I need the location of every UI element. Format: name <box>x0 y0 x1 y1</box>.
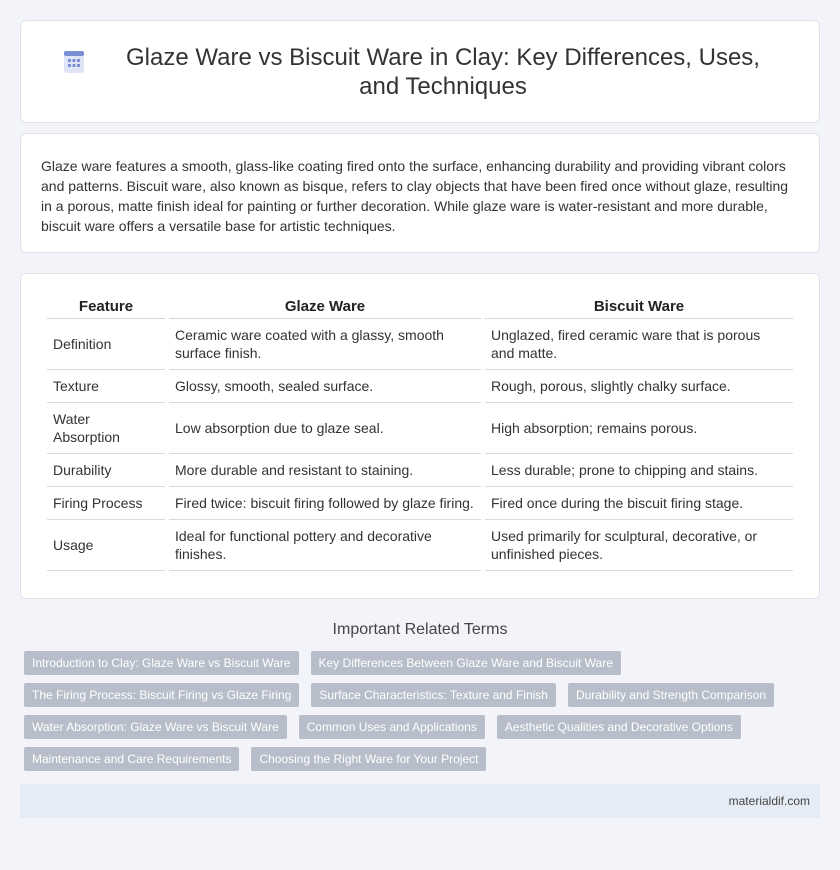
row-glaze-ware: Glossy, smooth, sealed surface. <box>169 370 481 403</box>
table-row <box>47 520 793 571</box>
row-glaze-ware: Ideal for functional pottery and decorative finishes. <box>169 520 481 571</box>
header-feature: Feature <box>47 296 165 319</box>
row-feature: Texture <box>47 370 165 403</box>
table-row <box>47 487 793 520</box>
related-term-link[interactable]: Aesthetic Qualities and Decorative Options <box>497 715 741 739</box>
related-term-link[interactable]: Choosing the Right Ware for Your Project <box>251 747 486 771</box>
table-header-row <box>47 296 793 319</box>
row-feature: Definition <box>47 319 165 370</box>
related-term-link[interactable]: Key Differences Between Glaze Ware and Biscuit Ware <box>311 651 621 675</box>
row-biscuit-ware: Used primarily for sculptural, decorative, or unfinished pieces. <box>485 520 793 571</box>
header-inner <box>61 43 779 101</box>
row-biscuit-ware: Rough, porous, slightly chalky surface. <box>485 370 793 403</box>
related-term-link[interactable]: Durability and Strength Comparison <box>568 683 774 707</box>
related-term-link[interactable]: Maintenance and Care Requirements <box>24 747 239 771</box>
footer-site-name: materialdif.com <box>728 794 810 808</box>
related-term-link[interactable]: Water Absorption: Glaze Ware vs Biscuit Ware <box>24 715 287 739</box>
table-row <box>47 403 793 454</box>
row-biscuit-ware: Fired once during the biscuit firing stage. <box>485 487 793 520</box>
related-terms-list <box>20 651 820 779</box>
header-biscuit-ware: Biscuit Ware <box>485 296 793 319</box>
table-row <box>47 370 793 403</box>
intro-text: Glaze ware features a smooth, glass-like coating fired onto the surface, enhancing durability and providing vibrant colors and patterns. Biscuit ware, also known as bisque, refers to clay objects that have been fired once without glaze, resulting in a porous, matte finish ideal for painting or further decoration. While glaze ware is water-resistant and more durable, biscuit ware offers a versatile base for artistic techniques. <box>41 158 789 234</box>
row-glaze-ware: Fired twice: biscuit firing followed by glaze firing. <box>169 487 481 520</box>
table-row <box>47 454 793 487</box>
intro-card <box>20 133 820 253</box>
related-terms-title: Important Related Terms <box>332 621 508 638</box>
related-term-link[interactable]: Common Uses and Applications <box>299 715 485 739</box>
row-feature: Usage <box>47 520 165 571</box>
related-term-link[interactable]: The Firing Process: Biscuit Firing vs Glaze Firing <box>24 683 299 707</box>
row-feature: Durability <box>47 454 165 487</box>
row-biscuit-ware: Unglazed, fired ceramic ware that is porous and matte. <box>485 319 793 370</box>
row-biscuit-ware: Less durable; prone to chipping and stains. <box>485 454 793 487</box>
row-feature: Water Absorption <box>47 403 165 454</box>
comparison-table <box>43 296 797 571</box>
document-grid-icon <box>61 49 87 75</box>
page-title: Glaze Ware vs Biscuit Ware in Clay: Key Differences, Uses, and Techniques <box>126 43 760 100</box>
header-glaze-ware: Glaze Ware <box>169 296 481 319</box>
header-card <box>20 20 820 123</box>
row-glaze-ware: Low absorption due to glaze seal. <box>169 403 481 454</box>
table-row <box>47 319 793 370</box>
footer <box>20 784 820 818</box>
row-glaze-ware: Ceramic ware coated with a glassy, smooth surface finish. <box>169 319 481 370</box>
comparison-table-card <box>20 273 820 599</box>
row-biscuit-ware: High absorption; remains porous. <box>485 403 793 454</box>
related-term-link[interactable]: Introduction to Clay: Glaze Ware vs Biscuit Ware <box>24 651 299 675</box>
row-feature: Firing Process <box>47 487 165 520</box>
related-term-link[interactable]: Surface Characteristics: Texture and Finish <box>311 683 556 707</box>
row-glaze-ware: More durable and resistant to staining. <box>169 454 481 487</box>
